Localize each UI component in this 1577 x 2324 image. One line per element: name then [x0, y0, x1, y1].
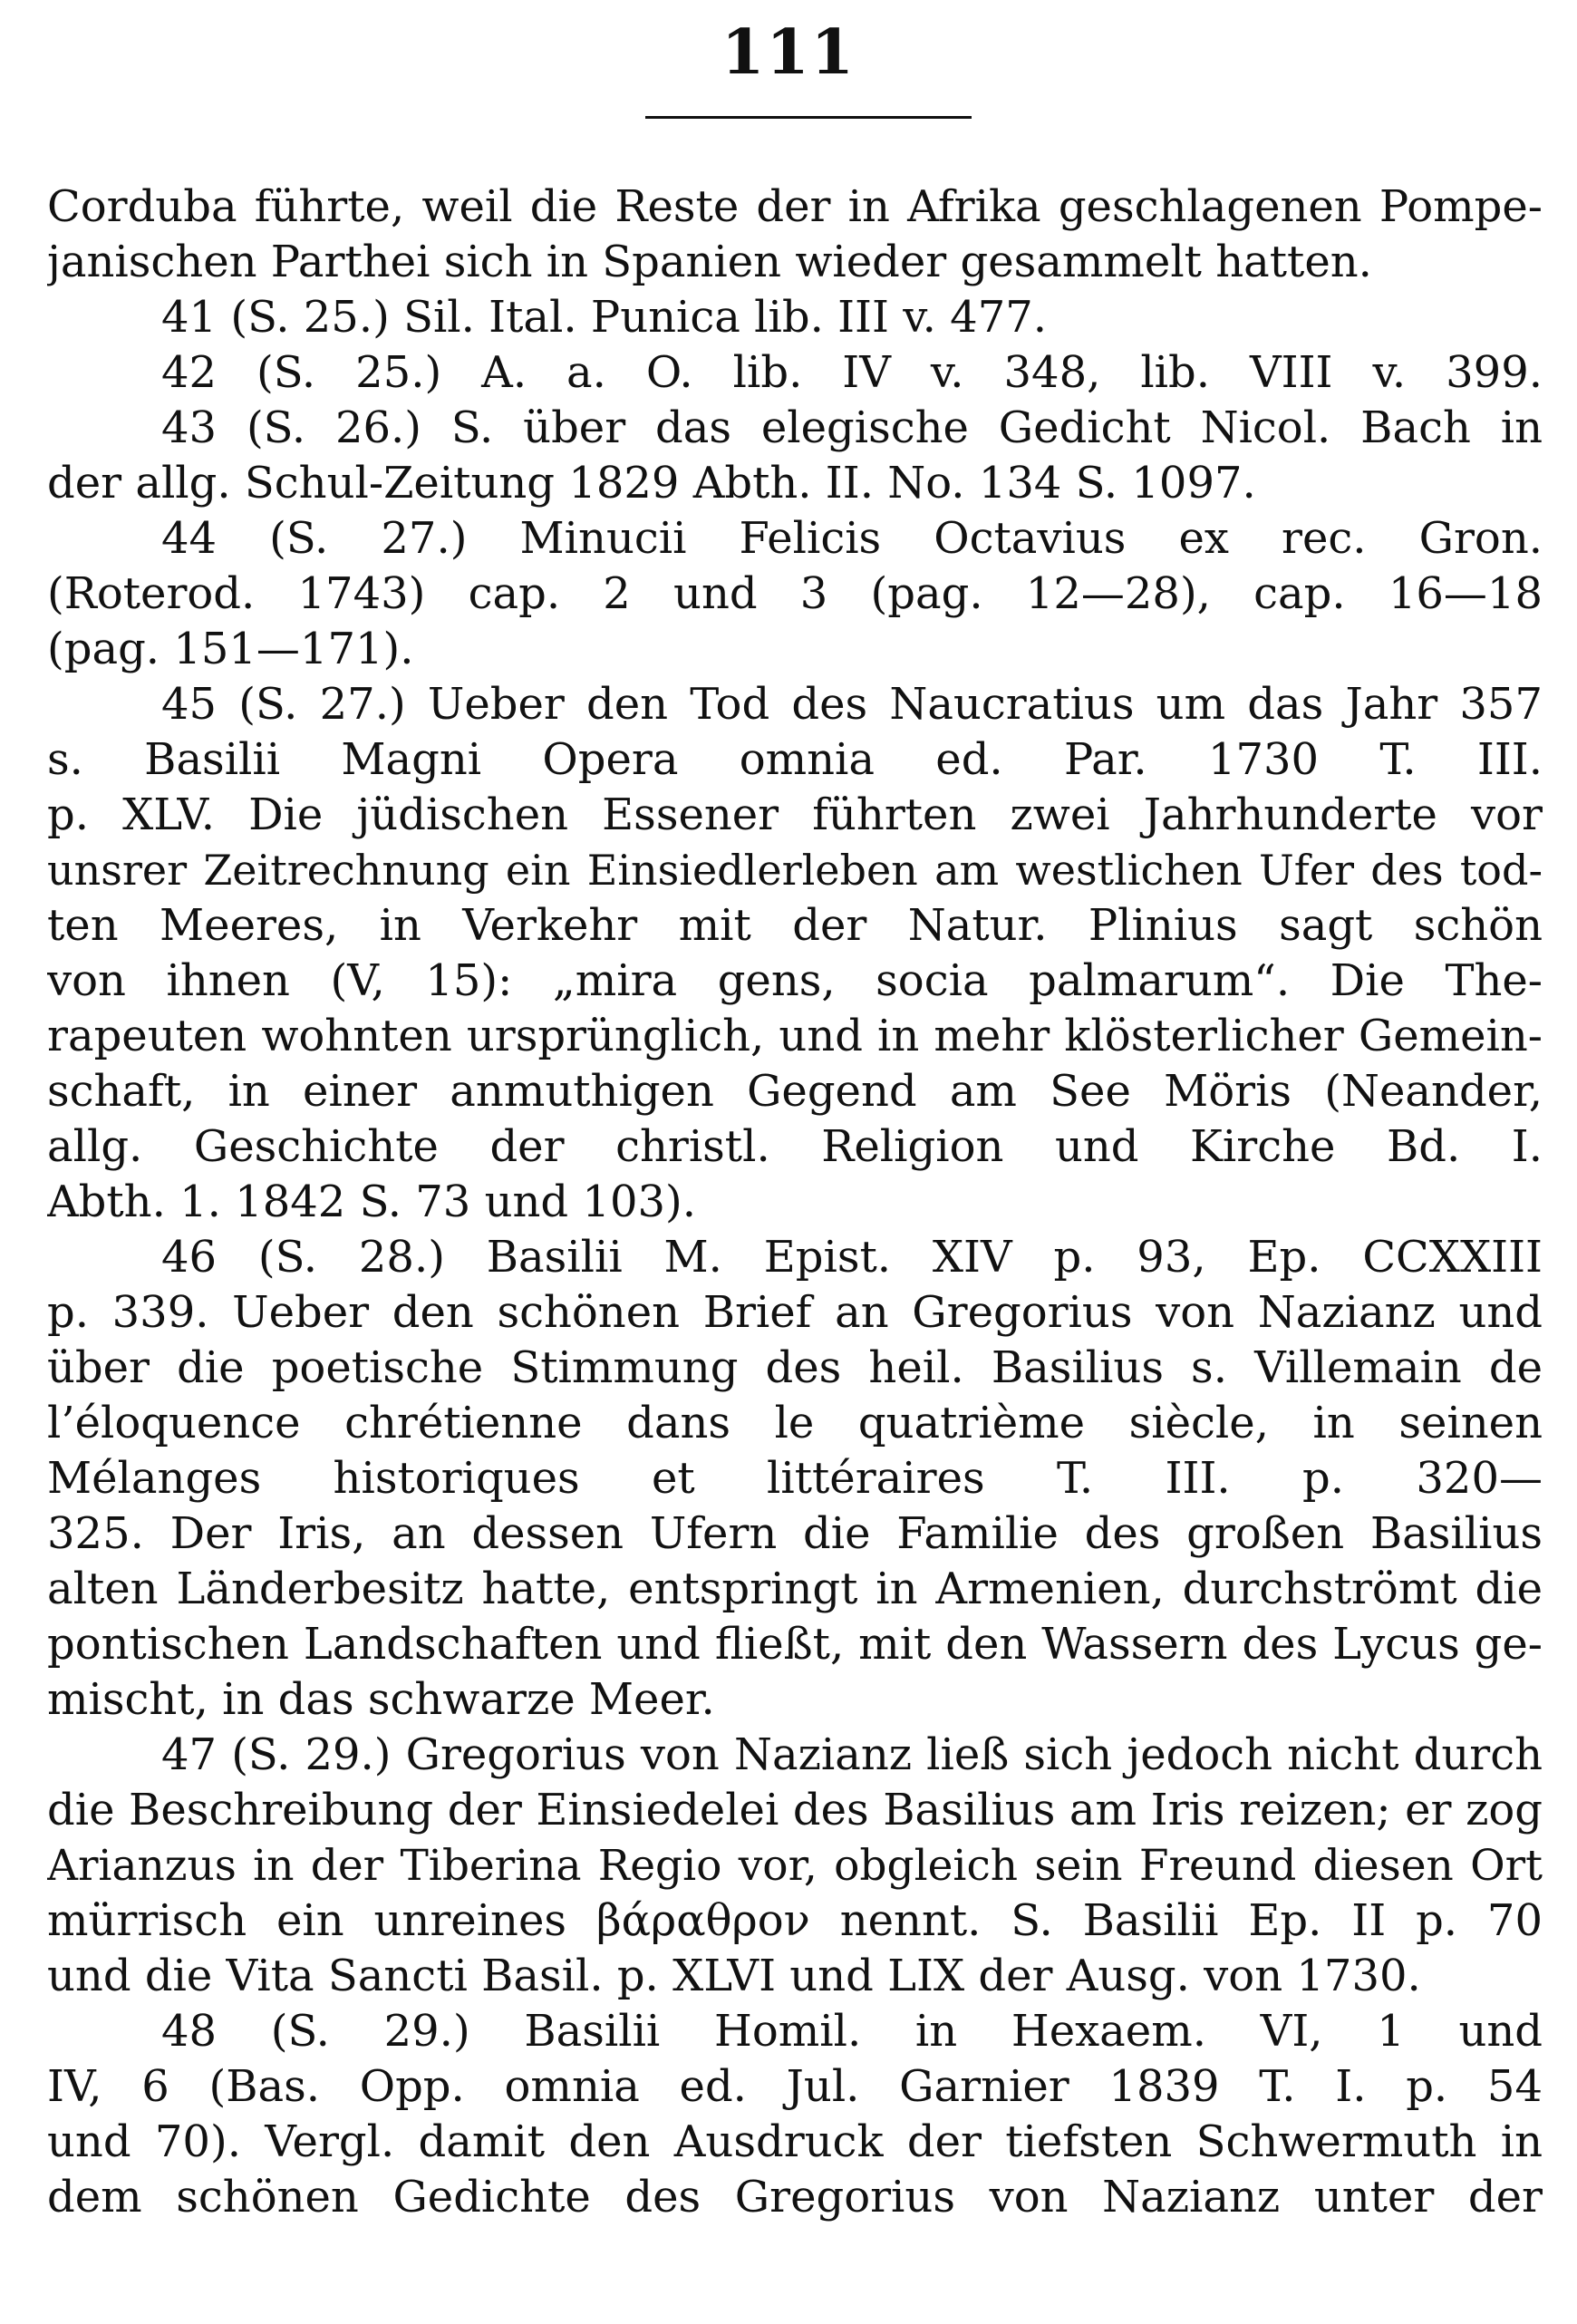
- footnotes-text-block: [47, 179, 1543, 2225]
- text-line: 42 (S. 25.) A. a. O. lib. IV v. 348, lib. VIII v. 399.: [161, 347, 1543, 398]
- text-line: von ihnen (V, 15): „mira gens, socia palmarum“. Die The-: [47, 955, 1543, 1006]
- text-line: 325. Der Iris, an dessen Ufern die Familie des großen Basilius: [47, 1508, 1543, 1559]
- text-line: Corduba führte, weil die Reste der in Afrika geschlagenen Pompe-: [47, 181, 1543, 232]
- text-line: 46 (S. 28.) Basilii M. Epist. XIV p. 93, Ep. CCXXIII: [161, 1232, 1543, 1283]
- text-line: dem schönen Gedichte des Gregorius von Nazianz unter der: [47, 2172, 1543, 2222]
- text-line: mürrisch ein unreines βάραθρον nennt. S. Basilii Ep. II p. 70: [47, 1895, 1543, 1946]
- text-line: über die poetische Stimmung des heil. Basilius s. Villemain de: [47, 1342, 1543, 1393]
- text-line: und 70). Vergl. damit den Ausdruck der tiefsten Schwermuth in: [47, 2116, 1543, 2167]
- text-line: Abth. 1. 1842 S. 73 und 103).: [47, 1177, 697, 1227]
- text-line: pontischen Landschaften und fließt, mit den Wassern des Lycus ge-: [47, 1619, 1543, 1670]
- text-line: schaft, in einer anmuthigen Gegend am See Möris (Neander,: [47, 1066, 1543, 1117]
- header-rule: [645, 116, 972, 119]
- text-line: unsrer Zeitrechnung ein Einsiedlerleben am westlichen Ufer des tod-: [47, 846, 1543, 895]
- text-line: und die Vita Sancti Basil. p. XLVI und LIX der Ausg. von 1730.: [47, 1951, 1421, 2001]
- text-line: (Roterod. 1743) cap. 2 und 3 (pag. 12—28), cap. 16—18: [47, 568, 1543, 619]
- text-line: p. XLV. Die jüdischen Essener führten zwei Jahrhunderte vor: [47, 789, 1543, 840]
- text-line: s. Basilii Magni Opera omnia ed. Par. 1730 T. III.: [47, 734, 1543, 785]
- text-line: allg. Geschichte der christl. Religion und Kirche Bd. I.: [47, 1121, 1543, 1172]
- text-line: (pag. 151—171).: [47, 624, 414, 674]
- text-line: 44 (S. 27.) Minucii Felicis Octavius ex rec. Gron.: [161, 513, 1543, 564]
- text-line: alten Länderbesitz hatte, entspringt in Armenien, durchströmt die: [47, 1564, 1543, 1614]
- text-line: 45 (S. 27.) Ueber den Tod des Naucratius um das Jahr 357: [161, 679, 1543, 730]
- text-line: rapeuten wohnten ursprünglich, und in mehr klösterlicher Gemein-: [47, 1011, 1543, 1061]
- text-line: 41 (S. 25.) Sil. Ital. Punica lib. III v. 477.: [161, 292, 1048, 343]
- text-line: Arianzus in der Tiberina Regio vor, obgleich sein Freund diesen Ort: [47, 1841, 1543, 1891]
- text-line: 43 (S. 26.) S. über das elegische Gedicht Nicol. Bach in: [161, 402, 1543, 453]
- text-line: der allg. Schul-Zeitung 1829 Abth. II. No. 134 S. 1097.: [47, 458, 1256, 508]
- text-line: 48 (S. 29.) Basilii Homil. in Hexaem. VI, 1 und: [161, 2006, 1543, 2057]
- text-line: p. 339. Ueber den schönen Brief an Gregorius von Nazianz und: [47, 1287, 1543, 1338]
- text-line: die Beschreibung der Einsiedelei des Basilius am Iris reizen; er zog: [47, 1785, 1543, 1835]
- text-line: ten Meeres, in Verkehr mit der Natur. Plinius sagt schön: [47, 900, 1543, 951]
- page-number: 111: [721, 16, 856, 89]
- text-line: janischen Parthei sich in Spanien wieder gesammelt hatten.: [47, 237, 1372, 287]
- text-line: l’éloquence chrétienne dans le quatrième siècle, in seinen: [47, 1398, 1543, 1448]
- text-line: IV, 6 (Bas. Opp. omnia ed. Jul. Garnier 1839 T. I. p. 54: [47, 2061, 1543, 2112]
- text-line: mischt, in das schwarze Meer.: [47, 1674, 715, 1725]
- text-line: 47 (S. 29.) Gregorius von Nazianz ließ sich jedoch nicht durch: [161, 1729, 1543, 1780]
- text-line: Mélanges historiques et littéraires T. III. p. 320—: [47, 1453, 1543, 1504]
